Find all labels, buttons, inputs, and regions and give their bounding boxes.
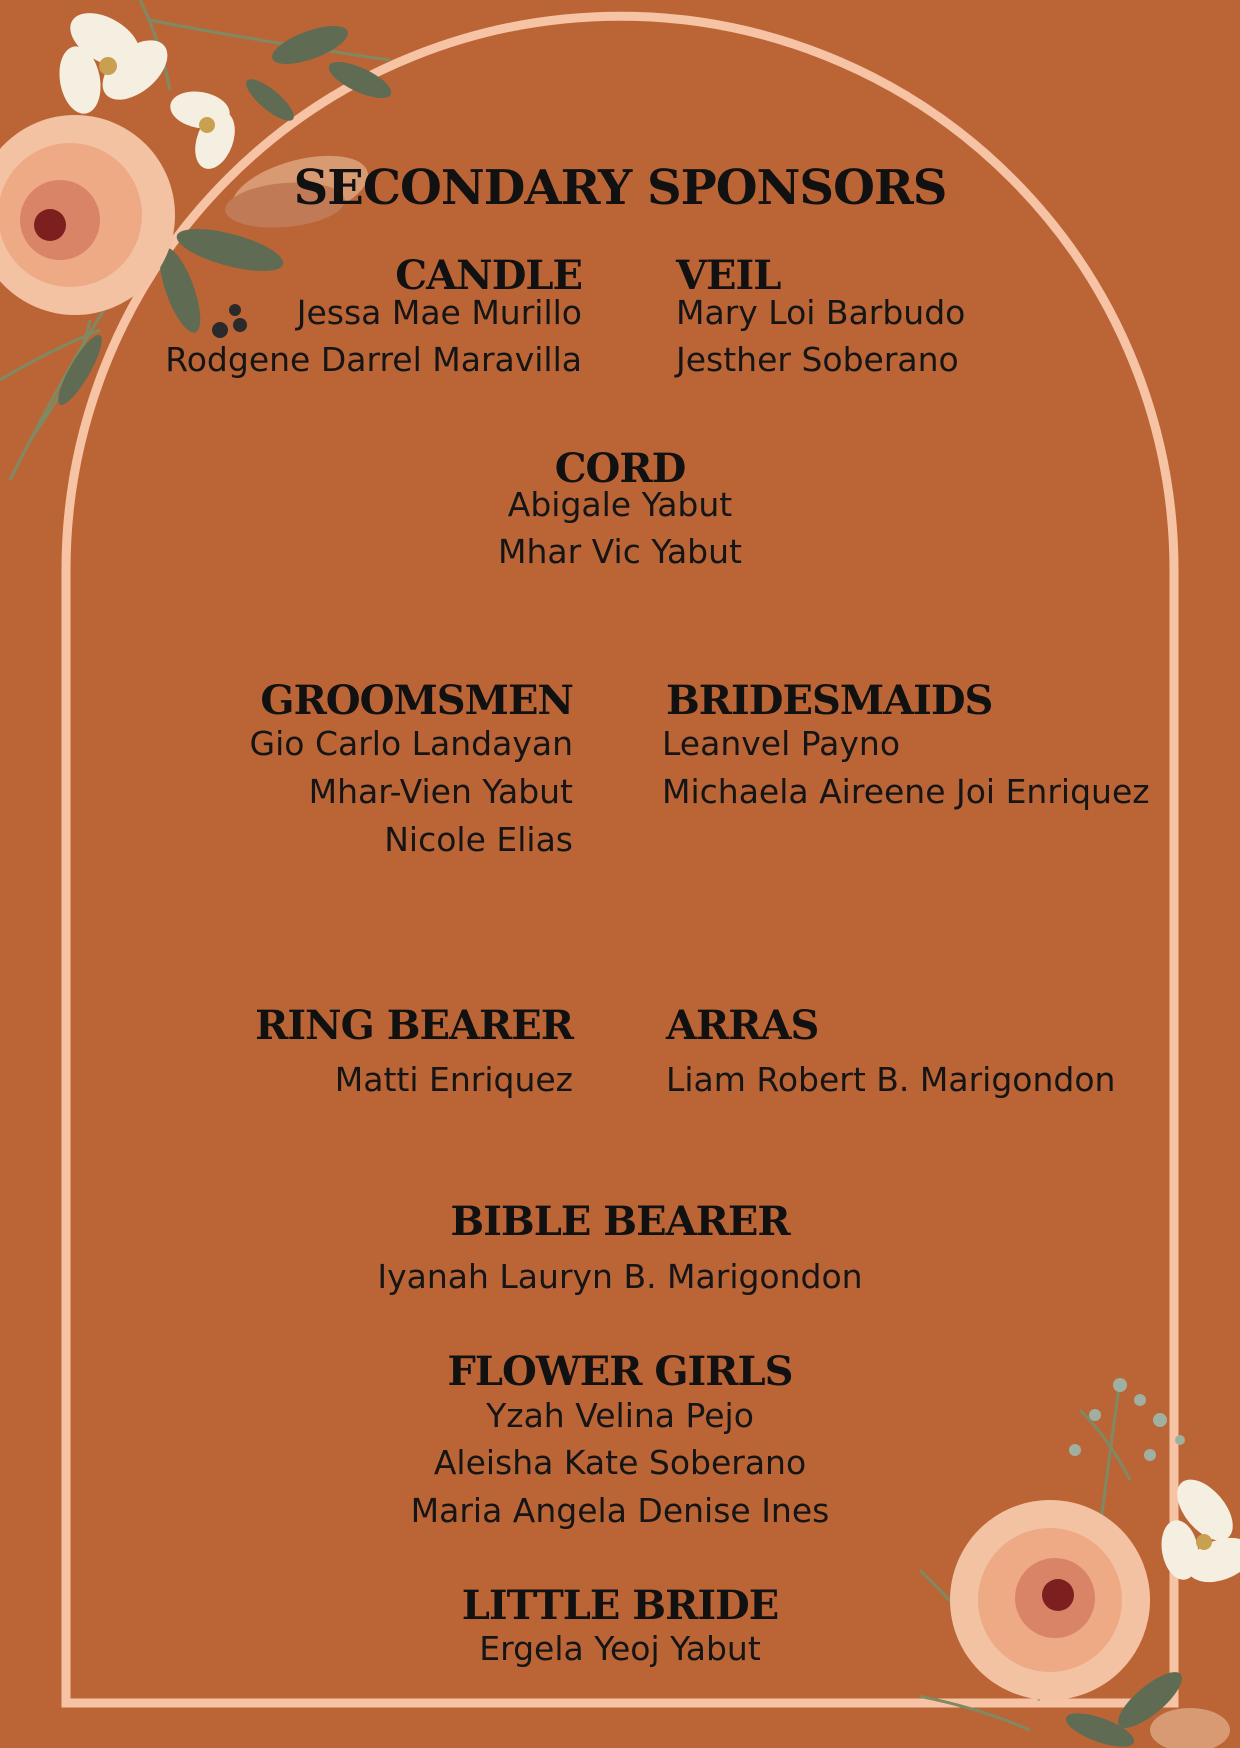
arras-heading: ARRAS <box>666 1002 819 1049</box>
groomsmen-name-1: Gio Carlo Landayan <box>249 724 573 763</box>
groomsmen-heading: GROOMSMEN <box>260 677 573 724</box>
groomsmen-name-3: Nicole Elias <box>384 820 573 859</box>
bible-bearer-heading: BIBLE BEARER <box>450 1198 790 1245</box>
flower-girls-heading: FLOWER GIRLS <box>447 1348 793 1395</box>
veil-name-1: Mary Loi Barbudo <box>676 293 966 332</box>
bridesmaids-heading: BRIDESMAIDS <box>666 677 993 724</box>
ring-bearer-heading: RING BEARER <box>255 1002 573 1049</box>
cord-name-1: Abigale Yabut <box>507 485 733 524</box>
bridesmaids-name-2: Michaela Aireene Joi Enriquez <box>662 772 1150 811</box>
candle-heading: CANDLE <box>395 252 582 299</box>
bridesmaids-name-1: Leanvel Payno <box>662 724 901 763</box>
flower-girls-name-1: Yzah Velina Pejo <box>486 1396 754 1435</box>
page-title: SECONDARY SPONSORS <box>293 160 947 216</box>
flower-girls-name-3: Maria Angela Denise Ines <box>410 1491 830 1530</box>
cord-name-2: Mhar Vic Yabut <box>498 532 742 571</box>
little-bride-heading: LITTLE BRIDE <box>461 1582 779 1629</box>
arras-name-1: Liam Robert B. Marigondon <box>666 1060 1116 1099</box>
cord-heading: CORD <box>554 445 686 492</box>
groomsmen-name-2: Mhar-Vien Yabut <box>308 772 573 811</box>
bible-bearer-name-1: Iyanah Lauryn B. Marigondon <box>377 1257 863 1296</box>
candle-name-1: Jessa Mae Murillo <box>296 293 582 332</box>
ring-bearer-name-1: Matti Enriquez <box>334 1060 573 1099</box>
veil-heading: VEIL <box>676 252 781 299</box>
flower-girls-name-2: Aleisha Kate Soberano <box>433 1443 807 1482</box>
little-bride-name-1: Ergela Yeoj Yabut <box>479 1629 761 1668</box>
flower-bouquet-top-left-icon <box>0 0 430 490</box>
candle-name-2: Rodgene Darrel Maravilla <box>165 340 582 379</box>
veil-name-2: Jesther Soberano <box>676 340 959 379</box>
